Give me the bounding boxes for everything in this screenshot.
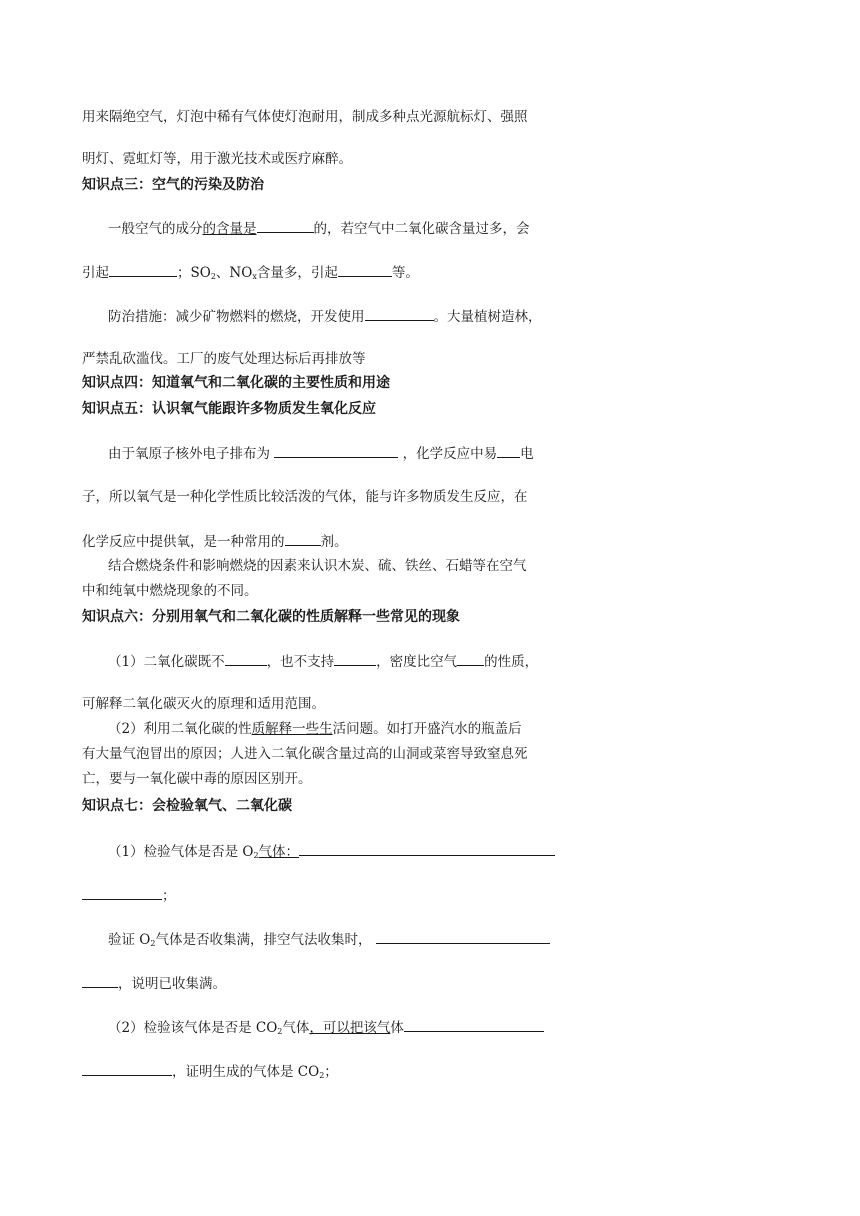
text-line: 用来隔绝空气，灯泡中稀有气体使灯泡耐用，制成多种点光源航标灯、强照 [82,109,528,125]
paragraph-line: 引起 ；$SO_2$、$NO_x$含量多，引起 等。 [82,265,419,281]
fill-blank[interactable] [497,444,520,458]
fill-blank[interactable] [457,652,484,666]
section-heading-3: 知识点三：空气的污染及防治 [82,177,264,193]
fill-blank[interactable] [82,974,118,988]
paragraph-line: 验证 $O_2$气体是否收集满，排空气法收集时， [108,930,550,949]
paragraph-line: 子，所以氧气是一种化学性质比较活泼的气体，能与许多物质发生反应，在 [82,489,528,505]
paragraph-line: ； [82,886,176,905]
paragraph-line: ，说明已收集满。 [82,974,226,993]
fill-blank[interactable] [257,219,314,233]
paragraph-line: （1）二氧化碳既不 ，也不支持 ，密度比空气 的性质， [108,654,539,670]
paragraph-line: 化学反应中提供氧，是一种常用的 剂。 [82,534,348,550]
text-line: 明灯、霓虹灯等，用于激光技术或医疗麻醉。 [82,151,352,167]
section-heading-5: 知识点五：认识氧气能跟许多物质发生氧化反应 [82,401,376,417]
fill-blank[interactable] [299,842,555,856]
fill-blank[interactable] [338,263,392,277]
fill-blank[interactable] [109,263,177,277]
paragraph-line: （2）利用二氧化碳的性质解释一些生活问题。如打开盛汽水的瓶盖后 [108,721,522,737]
fill-blank[interactable] [82,1062,172,1076]
fill-blank[interactable] [365,307,434,321]
fill-blank[interactable] [285,532,321,546]
fill-blank[interactable] [225,652,267,666]
paragraph-line: 一般空气的成分的含量是 的，若空气中二氧化碳含量过多，会 [108,221,530,237]
paragraph-line: （1）检验气体是否是 $O_2$气体： [108,842,555,861]
fill-blank[interactable] [334,652,376,666]
fill-blank[interactable] [404,1018,544,1032]
fill-blank[interactable] [274,444,398,458]
section-heading-6: 知识点六：分别用氧气和二氧化碳的性质解释一些常见的现象 [82,609,460,625]
section-heading-4: 知识点四：知道氧气和二氧化碳的主要性质和用途 [82,375,390,391]
paragraph-line: （2）检验该气体是否是 $CO_2$气体，可以把该气体 [108,1018,544,1037]
section-heading-7: 知识点七：会检验氧气、二氧化碳 [82,798,292,814]
paragraph-line: 结合燃烧条件和影响燃烧的因素来认识木炭、硫、铁丝、石蜡等在空气 [108,558,527,574]
paragraph-line: 有大量气泡冒出的原因；人进入二氧化碳含量过高的山洞或菜窖导致窒息死 [82,746,528,762]
paragraph-line: 亡，要与一氧化碳中毒的原因区别开。 [82,771,312,787]
paragraph-line: 防治措施：减少矿物燃料的燃烧，开发使用 。大量植树造林， [108,309,542,325]
fill-blank[interactable] [82,886,162,900]
paragraph-line: 严禁乱砍滥伐。工厂的废气处理达标后再排放等 [82,351,366,367]
paragraph-line: ，证明生成的气体是 $CO_2$； [82,1062,338,1081]
paragraph-line: 由于氧原子核外电子排布为 ，化学反应中易 电 [108,446,534,462]
paragraph-line: 中和纯氧中燃烧现象的不同。 [82,583,258,599]
paragraph-line: 可解释二氧化碳灭火的原理和适用范围。 [82,696,325,712]
fill-blank[interactable] [376,930,550,944]
